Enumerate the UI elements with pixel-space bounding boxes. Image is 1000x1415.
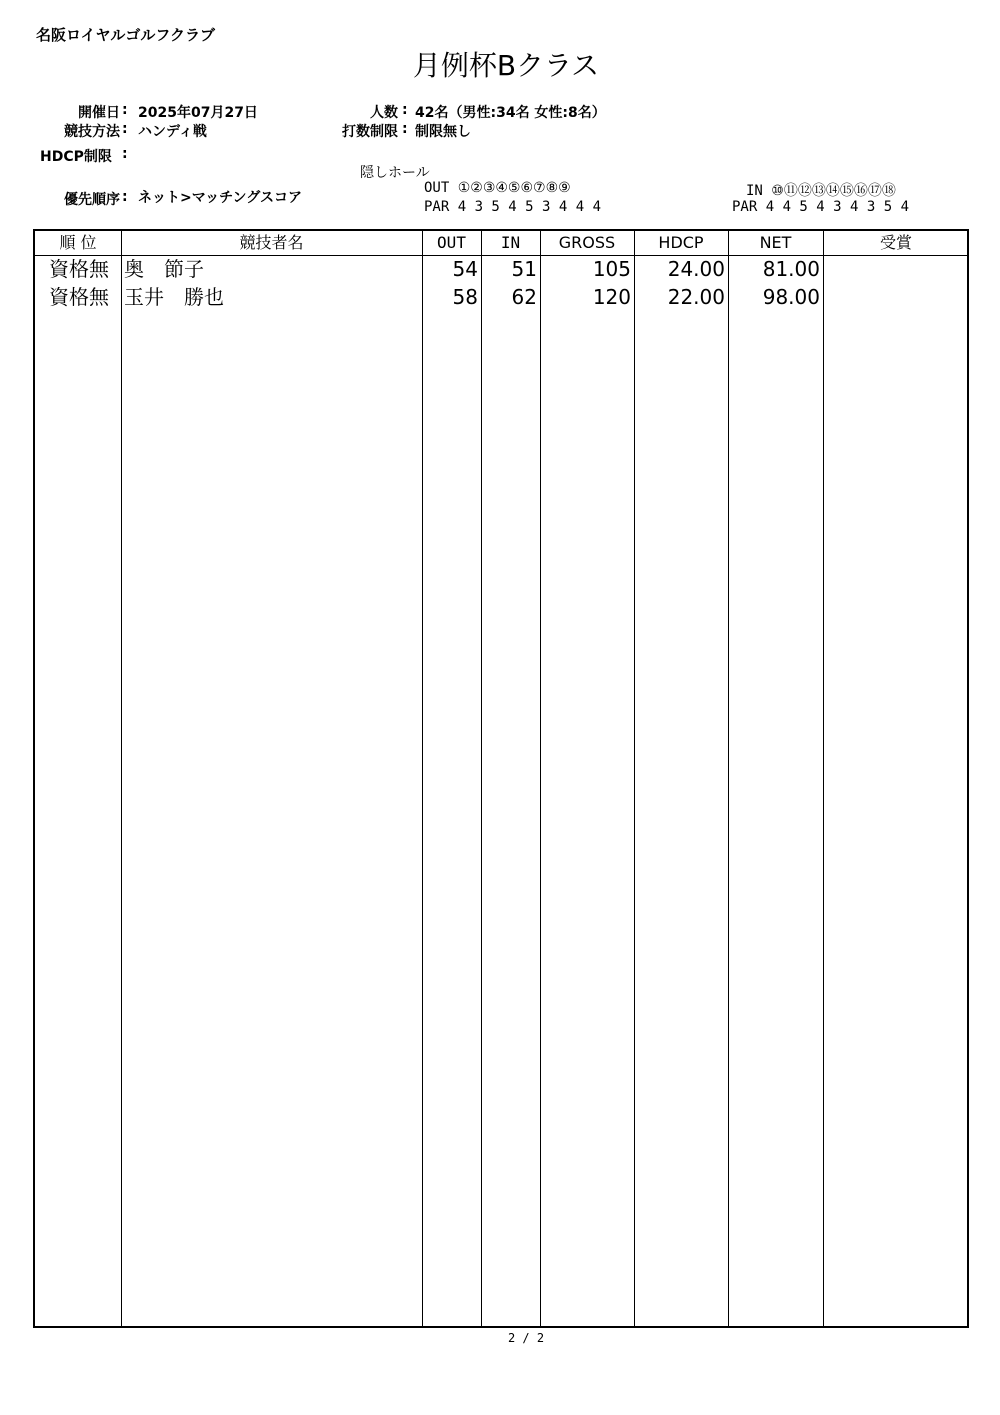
cell-rank: 資格無: [49, 257, 109, 281]
cell-in: 62: [511, 285, 537, 309]
date-colon: :: [122, 102, 128, 118]
cell-name: 奥 節子: [124, 257, 204, 281]
club-name: 名阪ロイヤルゴルフクラブ: [36, 26, 215, 44]
results-table: [33, 229, 969, 1328]
header-gross: GROSS: [558, 233, 616, 252]
method-value: ハンディ戦: [138, 124, 207, 140]
cell-hdcp: 22.00: [667, 285, 725, 309]
header-net: NET: [759, 233, 792, 252]
col-divider: [422, 231, 423, 1326]
table-row: [35, 283, 967, 311]
hdcp-colon: :: [122, 146, 128, 162]
limit-value: 制限無し: [415, 124, 471, 140]
priority-label: 優先順序: [64, 192, 120, 208]
cell-net: 81.00: [762, 257, 820, 281]
col-divider: [728, 231, 729, 1326]
cell-gross: 105: [592, 257, 631, 281]
col-divider: [540, 231, 541, 1326]
count-label: 人数: [370, 105, 398, 121]
col-divider: [823, 231, 824, 1326]
hidden-holes-label: 隠しホール: [360, 165, 430, 181]
page-title: 月例杯Bクラス: [412, 49, 600, 82]
method-label: 競技方法: [64, 124, 120, 140]
hidden-holes-in: IN ⑩⑪⑫⑬⑭⑮⑯⑰⑱: [746, 183, 896, 199]
header-out: OUT: [437, 233, 466, 252]
count-colon: :: [402, 102, 408, 118]
header-in: IN: [500, 233, 521, 252]
col-divider: [634, 231, 635, 1326]
cell-in: 51: [511, 257, 537, 281]
header-name: 競技者名: [239, 233, 304, 252]
hidden-holes-out-par: PAR 4 3 5 4 5 3 4 4 4: [424, 199, 602, 215]
method-colon: :: [122, 121, 128, 137]
cell-out: 58: [452, 285, 478, 309]
priority-colon: :: [122, 189, 128, 205]
date-value: 2025年07月27日: [138, 105, 258, 121]
header-award: 受賞: [879, 233, 912, 252]
cell-rank: 資格無: [49, 285, 109, 309]
col-divider: [121, 231, 122, 1326]
cell-out: 54: [452, 257, 478, 281]
limit-colon: :: [402, 121, 408, 137]
table-row: [35, 255, 967, 283]
priority-value: ネット>マッチングスコア: [138, 190, 303, 206]
hidden-holes-out: OUT ①②③④⑤⑥⑦⑧⑨: [424, 180, 571, 196]
page-number: 2 / 2: [507, 1331, 545, 1345]
hidden-holes-in-par: PAR 4 4 5 4 3 4 3 5 4: [732, 199, 910, 215]
cell-name: 玉井 勝也: [124, 285, 224, 309]
cell-net: 98.00: [762, 285, 820, 309]
cell-hdcp: 24.00: [667, 257, 725, 281]
header-hdcp: HDCP: [658, 233, 704, 252]
limit-label: 打数制限: [342, 124, 398, 140]
hdcp-label: HDCP制限: [40, 149, 112, 165]
col-divider: [481, 231, 482, 1326]
cell-gross: 120: [592, 285, 631, 309]
header-rank: 順 位: [59, 233, 97, 252]
count-value: 42名（男性:34名 女性:8名）: [415, 105, 606, 121]
date-label: 開催日: [78, 105, 120, 121]
